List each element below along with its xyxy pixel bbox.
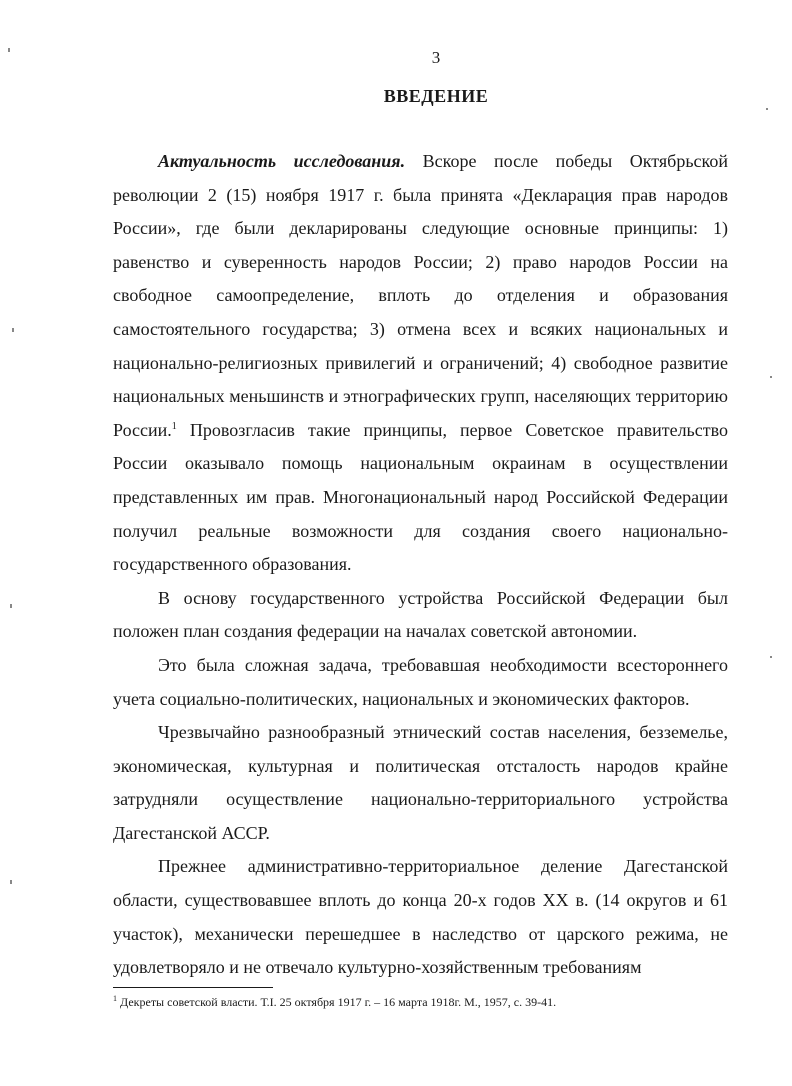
page-number: 3: [431, 48, 441, 67]
footnote-reference[interactable]: 1: [171, 420, 177, 432]
paragraph-text-continued: Провозгласив такие принципы, первое Советское правительство России оказывало помощь национальным окраинам в осуществлении представленных им прав. Многонациональный народ Российской Федерации получил реальные возможности для создания своего национально-государственного образования.: [113, 419, 728, 575]
scan-speck: [10, 880, 12, 884]
scan-speck: [12, 328, 14, 332]
scan-speck: [10, 604, 12, 608]
scan-speck: [8, 48, 10, 52]
scan-speck: [766, 108, 768, 110]
footnote-marker: 1: [113, 994, 117, 1003]
paragraph-lead: Актуальность исследования.: [158, 151, 406, 171]
scan-speck: [770, 656, 772, 658]
footnote-divider: [113, 987, 273, 988]
paragraph-complex-task: Это была сложная задача, требовавшая необходимости всестороннего учета социально-политических, национальных и экономических факторов.: [113, 654, 728, 709]
section-heading: ВВЕДЕНИЕ: [383, 86, 489, 106]
body-text: [113, 145, 728, 985]
paragraph-administrative-division: Прежнее административно-территориальное деление Дагестанской области, существовавшее вплоть до конца 20-х годов XX в. (14 округов и 61 участок), механически перешедшее в наследство от царского режима, не удовлетворяло и не отвечало культурно-хозяйственным требованиям: [113, 856, 728, 978]
paragraph-text: Вскоре после победы Октябрьской революции 2 (15) ноября 1917 г. была принята «Декларация прав народов России», где были декларированы следующие основные принципы: 1) равенство и суверенность народов России; 2) право народов России на свободное самоопределение, вплоть до отделения и образования самостоятельного государства; 3) отмена всех и всяких национальных и национально-религиозных привилегий и ограничений; 4) свободное развитие национальных меньшинств и этнографических групп, населяющих территорию России.: [113, 151, 729, 440]
scan-speck: [770, 376, 772, 378]
footnote-text: Декреты советской власти. Т.I. 25 октября 1917 г. – 16 марта 1918г. М., 1957, с. 39-41.: [117, 995, 557, 1009]
footnote: [113, 994, 733, 1010]
paragraph-ethnic-composition: Чрезвычайно разнообразный этнический состав населения, безземелье, экономическая, культурная и политическая отсталость народов крайне затрудняли осуществление национально-территориального устройства Дагестанской АССР.: [113, 722, 728, 843]
paragraph-federation-plan: В основу государственного устройства Российской Федерации был положен план создания федерации на началах советской автономии.: [113, 587, 728, 642]
paragraph-relevance: [113, 145, 728, 582]
